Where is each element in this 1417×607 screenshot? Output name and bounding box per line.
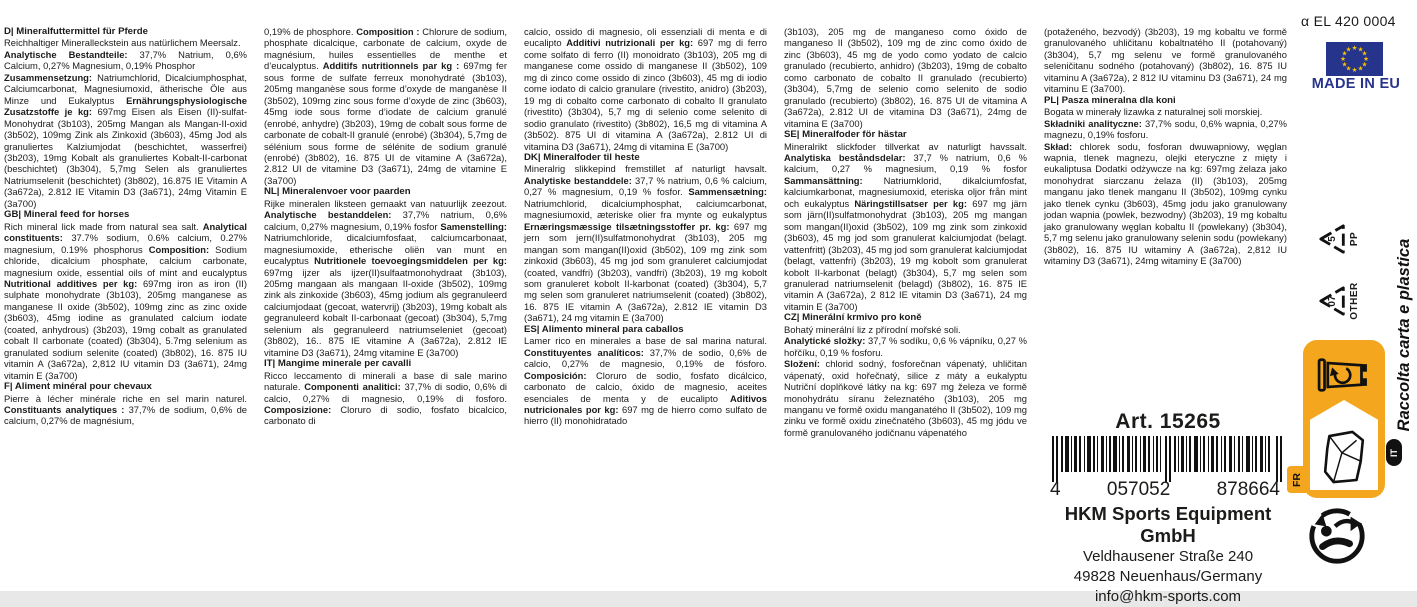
barcode (1050, 436, 1286, 500)
it-label: IT (1389, 448, 1399, 457)
svg-text:★: ★ (1361, 49, 1368, 58)
company-street: Veldhausener Straße 240 (1082, 548, 1254, 565)
country-tab-fr (1287, 466, 1306, 493)
brand-block (1040, 410, 1296, 607)
recycling-material: OTHER (1349, 282, 1360, 320)
language-section-header: F| Aliment minéral pour chevaux (4, 381, 152, 393)
language-section-header: CZ| Minerální krmivo pro koně (784, 312, 922, 324)
language-section-header: NL| Mineralenvoer voor paarden (264, 186, 411, 198)
label-paragraph: Analytické složky: 37,7 % sodíku, 0,6 % vápníku, 0,27 % hořčíku, 0,19 % fosforu. (784, 335, 1027, 358)
svg-text:★: ★ (1340, 55, 1346, 63)
label-paragraph: Lamer rico en minerales a base de sal marina natural. Constituyentes analíticos: 37,7% de sodio, 0,6% de calcio, 0,27% de magnesio, 0,19% de fósforo. Composición: Cloruro de sodio, fosfato dicálcico, carbonato de calcio, óxido de magnesio, aceites esenciales de menta y de eucalipto Aditivos nutricionales por kg: 697 mg de hierro como sulfato de hierro (II) monohidratado (524, 335, 767, 427)
label-paragraph: Bohatý minerální liz z přírodní mořské soli. (784, 323, 961, 335)
company-name: HKM Sports Equipment GmbH (1064, 503, 1272, 546)
recycling-material: PP (1349, 231, 1360, 247)
label-paragraph: (3b103), 205 mg de manganeso como óxido de manganeso II (3b502), 109 mg de zinc como óxido de zinc (3b603), 45 mg de yodo como yodato de calcio granulado (recubierto, anhidro) (3b203), 19mg de cobalto como carbonato de cobalto II granulado (recubierto) (3b304), 5,7mg de selenio como selenito de sodio granulado (recubierto) (3b802), 16. 875 UI de vitamina A (3a672a), 2.812 UI de vitamina D3 (3a671), 24mg de vitamina E (3a700) (784, 26, 1027, 129)
svg-text:★: ★ (1351, 66, 1358, 74)
svg-text:★: ★ (1363, 55, 1369, 63)
label-paragraph: Složení: chlorid sodný, fosforečnan vápenatý, uhličitan vápenatý, oxid hořečnatý, silice z máty a eukalyptu Nutriční doplňkové látky na kg: 697 mg železa ve formě monohydrátu síranu železnatého (3b103), 205 mg manganu ve formě oxidu manganatého II (3b502), 109 mg zinku ve formě oxidu zinečnatého (3b603), 45 mg jódu ve formě granulovaného jodičnanu vápenatého (784, 358, 1027, 438)
recycling-number: 07 (1327, 295, 1338, 307)
language-section-header: IT| Mangime minerale per cavalli (264, 358, 412, 370)
label-paragraph: Zusammensetzung: Natriumchlorid, Dicalciumphosphat, Calciumcarbonat, Magnesiumoxid, ätherische Öle aus Minze und Eukalyptus Ernährungsphysiologische Zusatzstoffe je kg: 697mg Eisen als Eisen (II)-sulfat-Monohydrat (3b103), 205mg Mangan als Mangan-II-oxid (3b502), 109mg Zink als Zinkoxid (3b603), 45mg Jod als granuliertes Kalziumjodat (beschichtet, wasserfrei) (3b203), 19mg Kobalt als granuliertes Kobalt-II-carbonat (beschichtet) (3b304), 5,7mg Selen als granuliertes Natriumselenit (beschichtet) (3b802), 16.875 IE Vitamin A (3a672a), 2.812 IE Vitamin D3 (3a671), 24mg Vitamin E (3a700) (4, 71, 247, 209)
svg-text:★: ★ (1361, 60, 1368, 69)
label-paragraph: (potaženého, bezvodý) (3b203), 19 mg kobaltu ve formě granulovaného uhličitanu kobaltnatého II (potahovaný) (3b304), 5,7 mg selenu ve formě granulovaného seleničitanu sodného (potahovaný) (3b802), 16. 875 IU vitaminu A (3a672a), 2 812 IU vitaminu D3 (3a671), 24 mg vitaminu E (3a700). (1044, 26, 1287, 95)
recycling-triangle-icon (1318, 284, 1348, 318)
label-paragraph: Pierre à lécher minérale riche en sel marin naturel. Constituants analytiques : 37,7% de sodium, 0,6% de calcium, 0,27% de magnésium, (4, 392, 248, 427)
language-section-header: GB| Mineral feed for horses (4, 209, 130, 221)
label-paragraph: Rich mineral lick made from natural sea salt. Analytical constituents: 37.7% sodium, 0.6% calcium, 0.27% magnesium, 0.19% phosphorus Composition: Sodium chloride, dicalcium phosphate, calcium carbonate, magnesium oxide, essential oils of mint and eucalyptus Nutritional additives per kg: 697mg iron as iron (II) sulphate monohydrate (3b103), 205mg manganese as manganese II oxide (3b502), 109mg zinc as zinc oxide (3b603), 45mg iodine as granulated calcium iodate (coated, anhydrous) (3b203), 19mg cobalt as granulated cobalt II carbonate (coated) (3b304), 5.7mg selenium as granulated sodium selenite (coated) (3b802), 16. 875 IU vitamin A (3a672a), 2,812 IU vitamin D3 (3a671), 24mg vitamin E (3a700) (4, 220, 247, 381)
label-paragraph: Mineralrikt slickfoder tillverkat av naturligt havssalt. Analytiska beståndsdelar: 37,7 % natrium, 0,6 % kalcium, 0,27 % magnesium, 0,19 % fosfor Sammansättning: Natriumklorid, dikalciumfosfat, kalciumkarbonat, magnesiumoxid, eteriska oljor från mint och eukalyptus Näringstillsatser per kg: 697 mg järn som järn(II)sulfatmonohydrat (3b103), 205 mg mangan som mangan(II)oxid (3b502), 109 mg zink som zinkoxid (3b603), 45 mg jod som granulerat kalciumjodat (belagt. vattenfritt) (3b203), 45 mg jod som granulerat kalciumjodat (belagt, vattenfri) (3b203), 19 mg kobolt som granulerat kobolt II-karbonat (belagt) (3b304), 5,7 mg selen som granulerad natriumselenit (belagd) (3b802), 16. 875 IE vitamin A (3a672a), 2 812 IE vitamin D3 (3a671), 24 mg vitamin E (3a700) (784, 140, 1027, 312)
language-section-header: D| Mineralfuttermittel für Pferde (4, 26, 148, 37)
company-city: 49828 Neuenhaus/Germany (1073, 568, 1263, 585)
recycling-banner (1303, 340, 1385, 498)
fr-label: FR (1290, 472, 1303, 487)
approval-code: α EL 420 0004 (1301, 13, 1396, 29)
triman-recycling-icon (1306, 505, 1368, 567)
language-section-header: DK| Mineralfoder til heste (524, 151, 640, 163)
svg-text:★: ★ (1341, 49, 1348, 58)
label-paragraph: Reichhaltiger Mineralleckstein aus natürlichem Meersalz. (4, 37, 241, 49)
barcode-digits-left: 057052 (1106, 479, 1171, 500)
banner-vertical-text: Raccolta carta e plastica (1395, 238, 1413, 432)
label-paragraph: Ricco leccamento di minerali a base di sale marino naturale. Componenti analitici: 37,7% di sodio, 0,6% di calcio, 0,27% di magnesio, 0,19% di fosforo. Composizione: Cloruro di sodio, fosfato bicalcico, carbonato di (264, 369, 507, 427)
barcode-digit-first: 4 (1050, 479, 1061, 500)
article-number: Art. 15265 (1115, 410, 1221, 433)
waste-bin-icon (1318, 341, 1370, 403)
svg-text:★: ★ (1351, 44, 1358, 52)
label-paragraph: Skład: chlorek sodu, fosforan dwuwapniowy, węglan wapnia, tlenek magnezu, olejki eteryczne z mięty i eukaliptusa Dodatki odżywcze na kg: 697mg żelaza jako monohydrat siarczanu żelaza (II) (3b103), 205mg manganu jako tlenek manganu II (3b502), 109mg cynku jako tlenek cynku (3b603), 45mg jodu jako granulowany jodan wapnia (powlek, bezwodny) (3b203), 19 mg kobaltu jako granulowany węglan kobaltu II (powlekany) (3b304), 5,7 mg selenu jako granulowany selenin sodu (powlekany) (3b802), 16. 875 IU witaminy A (3a672a), 2,812 IU witaminy D3 (3a671), 24mg witaminy E (3a700) (1044, 140, 1287, 267)
label-column-fr-nl-it (264, 26, 507, 586)
label-paragraph: Składniki analityczne: 37,7% sodu, 0,6% wapnia, 0,27% magnezu, 0,19% fosforu. (1044, 117, 1287, 141)
barcode-digits-right: 878664 (1216, 479, 1280, 500)
language-section-header: ES| Alimento mineral para caballos (524, 323, 684, 335)
made-in-eu-text: MADE IN EU (1311, 76, 1401, 92)
svg-text:★: ★ (1345, 64, 1352, 73)
recycling-code-pp (1318, 215, 1360, 263)
label-column-es-se-cz (784, 26, 1027, 586)
crumpled-paper-icon (1321, 428, 1367, 486)
label-paragraph: Mineralrig slikkepind fremstillet af naturligt havsalt. Analytiske bestanddele: 37,7 % natrium, 0,6 % calcium, 0,27 % magnesium, 0,19 % fosfor. Sammensætning: Natriumchlorid, dicalciumphosphat, calciumcarbonat, magnesiumoxid, æteriske olier fra mynte og eukalyptus Ernæringsmæssige tilsætningsstoffer pr. kg: 697 mg jern som jern(II)sulfatmonohydrat (3b103), 205 mg mangan som mangan(II)oxid (3b502), 109 mg zink som zinkoxid (3b603), 45 mg jod som granuleret calciumjodat (coated, vandfri) (3b203), vandfri) (3b203), 19 mg kobolt som granuleret kobolt II-karbonat (coated) (3b304), 5,7 mg selen som granuleret natriumselenit (coated) (3b802), 16. 875 IE vitamin A (3a672a), 2.812 IE vitamin D3 (3a671), 24 mg vitamin E (3a700) (524, 163, 768, 324)
label-column-it-dk-es (524, 26, 767, 586)
svg-text:★: ★ (1357, 45, 1364, 54)
label-column-de-gb-fr (4, 26, 247, 586)
recycling-number: 5 (1327, 236, 1338, 242)
recycling-code-other (1318, 277, 1360, 325)
paper-area (1310, 400, 1378, 490)
label-paragraph: Rijke mineralen liksteen gemaakt van natuurlijk zeezout. Analytische bestanddelen: 37,7% natrium, 0,6% calcium, 0,27% magnesium, 0,19% fosfor Samenstelling: Natriumchloride, dicalciumfosfaat, calciumcarbonaat, magnesiumoxide, etherische oliën van munt en eucalyptus Nutritionele toevoegingsmiddelen per kg: 697mg ijzer als ijzer(II)sulfaatmonohydraat (3b103), 205mg mangaan als mangaan II-oxide (3b502), 109mg zink als zinkoxide (3b603), 45mg jodium als gegranuleerd calciumjodaat (gecoat, watervrij) (3b203), 19mg kobalt als gegranuleerd kobalt II-carbonaat (gecoat) (3b304), 5,7mg selenium als gegranuleerd natriumseleniet (gecoat) (3b802), 16.. 875 IE vitamine A (3a672a), 2.812 IE vitamine D3 (3a671), 24mg vitamine E (3a700) (264, 197, 508, 358)
svg-text:★: ★ (1341, 60, 1348, 69)
label-paragraph: Analytische Bestandteile: 37,7% Natrium, 0,6% Calcium, 0,27% Magnesium, 0,19% Phosphor (4, 48, 247, 72)
label-paragraph: Bogata w minerały lizawka z naturalnej soli morskiej. (1044, 106, 1263, 118)
svg-text:★: ★ (1357, 64, 1364, 73)
language-section-header: SE| Mineralfoder för hästar (784, 129, 907, 141)
barcode-bars (1050, 436, 1286, 484)
label-paragraph: 0,19% de phosphore. Composition : Chlorure de sodium, phosphate dicalcique, carbonate de calcium, oxyde de magnésium, huiles essentielles de menthe et d’eucalyptus. Additifs nutritionnels par kg : 697mg fer sous forme de sulfate ferreux monohydraté (3b103), 205mg manganèse sous forme d’oxyde de manganèse II (3b502), 109mg zinc sous forme d’oxyde de zinc (3b603), 45mg iode sous forme d’iodate de calcium granulé (enrobé, anhydre) (3b203), 19mg de cobalt sous forme de carbonate de cobalt-II granulé (enrobé) (3b304), 5,7mg de sélénium sous forme de sélénite de sodium granulé (enrobé) (3b802), 16. 875 UI de vitamine A (3a672a), 2.812 UI de vitamine D3 (3a671), 24mg de vitamine E (3a700) (264, 26, 508, 186)
company-email: info@hkm-sports.com (1094, 588, 1242, 605)
language-section-header: PL| Pasza mineralna dla koni (1044, 94, 1176, 106)
label-paragraph: calcio, ossido di magnesio, oli essenziali di menta e di eucalipto Additivi nutrizionali per kg: 697 mg di ferro come solfato di ferro (II) monoidrato (3b103), 205 mg di manganese come ossido di manganese II (3b502), 109 mg di zinco come ossido di zinco (3b603), 45 mg di iodio come iodato di calcio granulare (rivestito, anidro) (3b203), 19 mg di cobalto come carbonato di cobalto II granulato (rivestito) (3b304), 5,7 mg di selenio come selenito di sodio granulato (rivestito) (3b802), 16,5 mg di vitamina A (3b502). 875 UI di vitamina A (3a672a), 2.812 UI di vitamina D3 (3a671), 24mg di vitamina E (3a700) (524, 26, 767, 152)
svg-text:★: ★ (1345, 45, 1352, 54)
recycling-codes (1310, 210, 1368, 330)
recycling-triangle-icon (1318, 222, 1348, 256)
